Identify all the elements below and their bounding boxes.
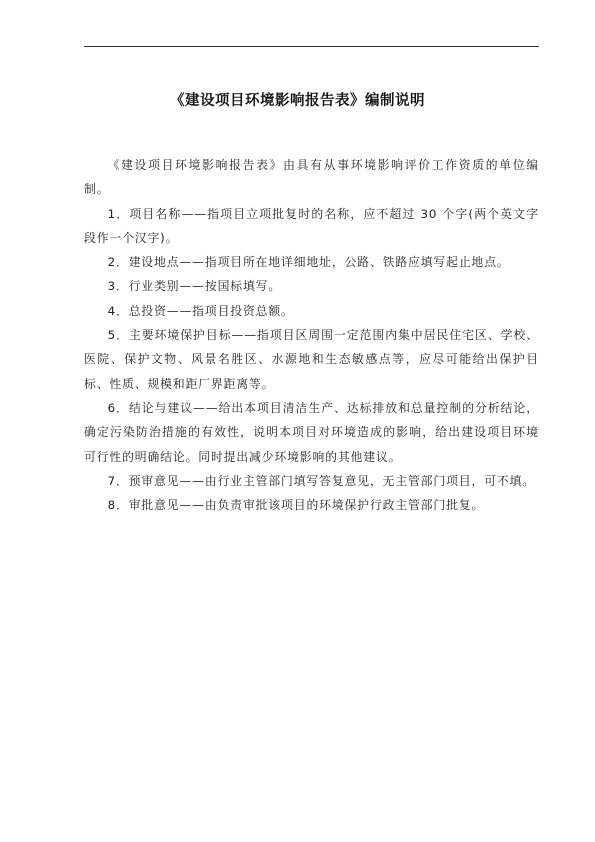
item-conclusions: 6．结论与建议——给出本项目清洁生产、达标排放和总量控制的分析结论，确定污染防治措施的有效性，说明本项目对环境造成的影响，给出建设项目环境可行性的明确结论。同时提出减少环境影响的其他建议。 [84, 400, 539, 464]
item-project-name: 1．项目名称——指项目立项批复时的名称，应不超过 30 个字(两个英文字段作一个汉字)。 [84, 206, 539, 245]
item-approval-opinion: 8．审批意见——由负责审批该项目的环境保护行政主管部门批复。 [107, 498, 485, 513]
item-industry-category: 3．行业类别——按国标填写。 [107, 279, 282, 294]
item-preliminary-review: 7．预审意见——由行业主管部门填写答复意见，无主管部门项目，可不填。 [107, 473, 535, 488]
intro-paragraph: 《建设项目环境影响报告表》由具有从事环境影响评价工作资质的单位编制。 [84, 158, 539, 197]
document-title: 《建设项目环境影响报告表》编制说明 [170, 93, 425, 109]
item-protection-targets: 5．主要环境保护目标——指项目区周围一定范围内集中居民住宅区、学校、医院、保护文物、风景名胜区、水源地和生态敏感点等，应尽可能给出保护目标、性质、规模和距厂界距离等。 [84, 328, 539, 391]
item-construction-site: 2．建设地点——指项目所在地详细地址，公路、铁路应填写起止地点。 [107, 255, 510, 270]
document-body [84, 153, 539, 517]
item-total-investment: 4．总投资——指项目投资总额。 [107, 303, 294, 318]
header-rule [84, 46, 539, 47]
